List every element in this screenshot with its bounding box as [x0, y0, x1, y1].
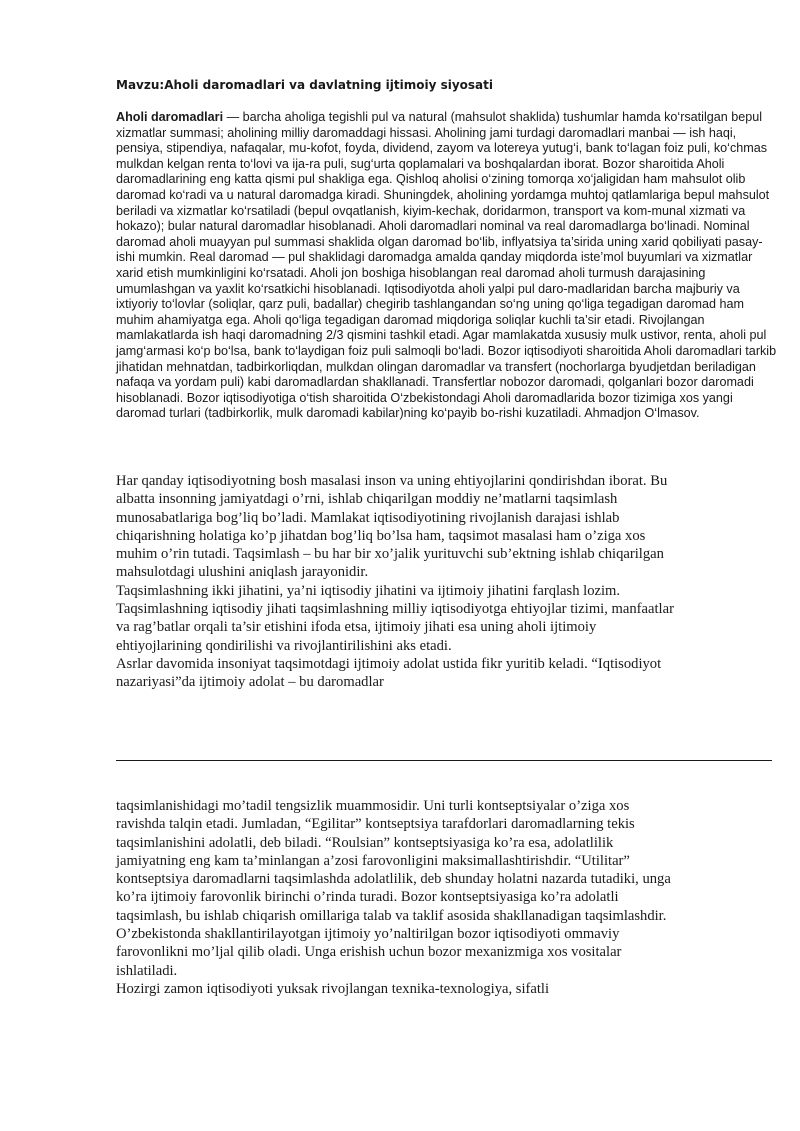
document-title: Mavzu:Aholi daromadlari va davlatning ijtimoiy siyosati — [116, 78, 493, 92]
intro-lead-term: Aholi daromadlari — [116, 110, 224, 124]
horizontal-divider — [116, 760, 772, 761]
body-paragraph: Asrlar davomida insoniyat taqsimotdagi ijtimoiy adolat ustida fikr yuritib keladi. “Iqtisodiyot nazariyasi”da ijtimoiy adolat – bu daromadlar — [116, 655, 662, 691]
body-paragraph: taqsimlanishidagi mo’tadil tengsizlik muammosidir. Uni turli kontseptsiyalar o’ziga xos ravishda talqin etadi. Jumladan, “Egilitar” kontseptsiya tarafdorlari daromadlarning tekis taqsimlanishini adolatli, deb biladi. “Roulsian” kontseptsiyasiga ko’ra esa, adolatlilik jamiyatning eng kam ta’minlangan a’zosi farovonligini maksimallashtirishdir. “Utilitar” kontseptsiya daromadlarni taqsimlashda adolatlilik, deb shunday holatni nazarda tutadiki, unga ko’ra ijtimoiy farovonlik birinchi o’rinda turadi. Bozor kontseptsiyasiga ko’ra adolatli taqsimlash, bu ishlab chiqarish omillariga talab va taklif asosida shakllanadigan taqsimlashdir. — [116, 798, 671, 924]
intro-body-text: — barcha aholiga tegishli pul va natural (mahsulot shaklida) tushumlar hamda ko‘rsatilgan bepul xizmatlar summasi; aholining milliy daromaddagi hissasi. Aholining jami turdagi daromadlari manbai — ish haqi, pensiya, stipendiya, nafaqalar, mu-kofot, foyda, dividend, zayom va lotereya yutug‘i, bank to‘lagan foiz puli, ko‘chmas mulkdan kelgan renta to‘lovi va ija-ra puli, sug‘urta qoplamalari va boshqalardan iborat. Bozor sharoitida Aholi daromadlarining eng katta qismi pul shakliga ega. Qishloq aholisi o‘zining tomorqa xo‘jaligidan ham mahsulot olib daromad ko‘radi va u natural daromadga kiradi. Shuningdek, aholining yordamga muhtoj qatlamlariga bepul mahsulot beriladi va xizmatlar ko‘rsatiladi (bepul ovqatlanish, kiyim-kechak, doridarmon, transport va kom-munal xizmati va hokazo); bular natural daromadlar hisoblanadi. Aholi daromadlari nominal va real daromadlarga bo‘linadi. Nominal daromad aholi muayyan pul summasi shaklida olgan daromad bo‘lib, inflyatsiya ta’sirida uning xarid qobiliyati pasay-ishi mumkin. Real daromad — pul shaklidagi daromadga amalda qanday miqdorda iste’mol buyumlari va xizmatlar xarid etish mumkinligini ko‘rsatadi. Aholi jon boshiga hisoblangan real daromad aholi turmush darajasining umumlashgan va yaxlit ko‘rsatkichi hisoblanadi. Iqtisodiyotda aholi yalpi pul daro-madlaridan barcha majburiy va ixtiyoriy to‘lovlar (soliqlar, qarz puli, badallar) chegirib tashlangandan so‘ng uning qo‘liga tegadigan daromad ham muhim ahamiyatga ega. Aholi qo‘liga tegadigan daromad miqdoriga soliqlar kuchli ta’sir etadi. Rivojlangan mamlakatlarda ish haqi daromadning 2/3 qismini tashkil etadi. Agar mamlakatda xususiy mulk ustivor, renta, aholi pul jamg‘armasi ko‘p bo‘lsa, bank to‘laydigan foiz puli salmoqli bo‘ladi. Bozor iqtisodiyoti sharoitida Aholi daromadlari tarkib jihatidan mehnatdan, tadbirkorliqdan, mulkdan olingan daromadlar va transfert (nochorlarga byudjetdan beriladigan nafaqa va yordam puli) kabi daromadlardan shakllanadi. Transfertlar nobozor daromadi, qolganlari bozor daromadi hisoblanadi. Bozor iqtisodiyotiga o‘tish sharoitida O‘zbekistondagi Aholi daromadlarida bozor tizimiga xos yangi daromad turlari (tadbirkorlik, mulk daromadi kabilar)ning ko‘payib bo-rishi kuzatiladi. Ahmadjon O‘lmasov. — [116, 110, 777, 421]
body-section-a — [116, 472, 676, 692]
body-paragraph: Har qanday iqtisodiyotning bosh masalasi inson va uning ehtiyojlarini qondirishdan iborat. Bu albatta insonning jamiyatdagi o’rni, ishlab chiqarilgan moddiy ne’matlarni taqsimlash munosabatlariga bog’liq bo’ladi. Mamlakat iqtisodiyotining rivojlanish darajasi ishlab chiqarishning holatiga ko’p jihatdan bog’liq bo’lsa ham, taqsimot masalasi ham o’ziga xos muhim o’rin tutadi. Taqsimlash – bu har bir xo’jalik yurituvchi sub’ektning ishlab chiqarilgan mahsulotdagi ulushini aniqlash jarayonidir. — [116, 473, 668, 581]
body-paragraph: Taqsimlashning ikki jihatini, ya’ni iqtisodiy jihatini va ijtimoiy jihatini farqlash lozim. Taqsimlashning iqtisodiy jihati taqsimlashning milliy iqtisodiyotga ehtiyojlar tizimi, manfaatlar va rag’batlar orqali ta’sir etishini ifoda etsa, ijtimoiy jihati esa uning aholi ijtimoiy ehtiyojlarining qondirilishi va rivojlantirilishini aks etadi. — [116, 582, 674, 654]
body-paragraph: Hozirgi zamon iqtisodiyoti yuksak rivojlangan texnika-texnologiya, sifatli — [116, 980, 550, 997]
body-paragraph: O’zbekistonda shakllantirilayotgan ijtimoiy yo’naltirilgan bozor iqtisodiyoti ommaviy farovonlikni mo’ljal qilib oladi. Unga erishish uchun bozor mexanizmiga xos vositalar ishlatiladi. — [116, 926, 622, 979]
intro-paragraph — [116, 110, 778, 422]
body-section-b — [116, 797, 676, 998]
